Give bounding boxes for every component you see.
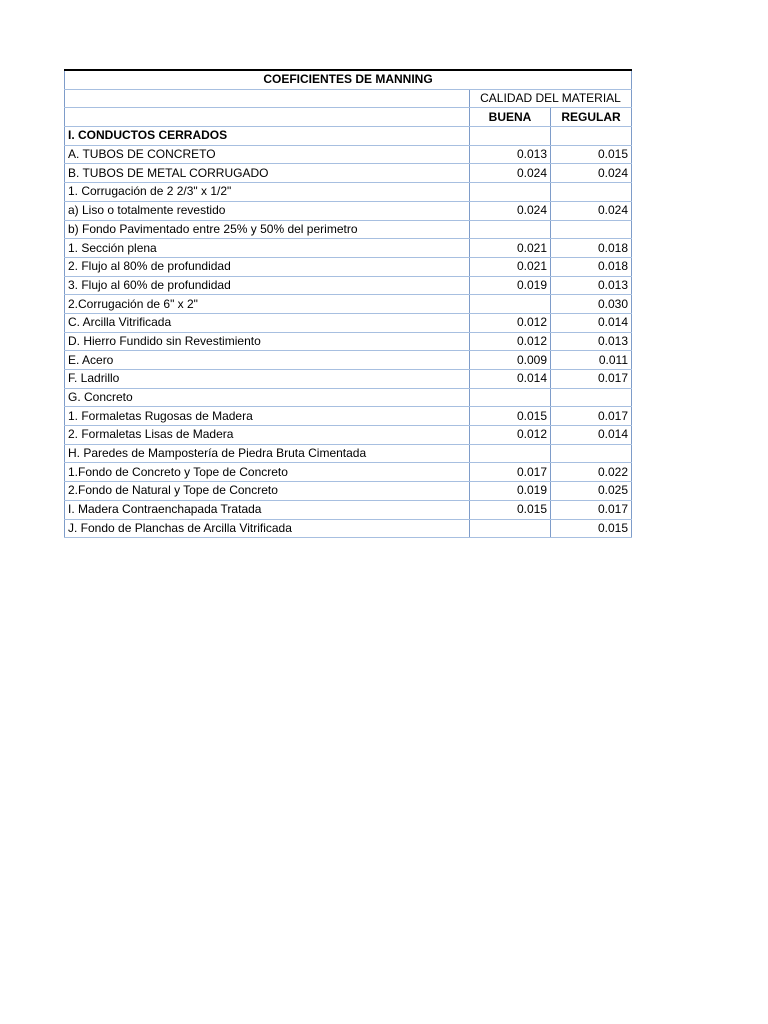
table-row xyxy=(65,239,632,258)
table-row xyxy=(65,220,632,239)
table-row xyxy=(65,183,632,202)
buena-value: 0.021 xyxy=(470,239,551,258)
table-row xyxy=(65,257,632,276)
row-label: b) Fondo Pavimentado entre 25% y 50% del perimetro xyxy=(65,220,470,239)
buena-value xyxy=(470,183,551,202)
row-label: 1.Fondo de Concreto y Tope de Concreto xyxy=(65,463,470,482)
table-row xyxy=(65,313,632,332)
table-row xyxy=(65,426,632,445)
regular-value: 0.024 xyxy=(551,164,632,183)
buena-value: 0.012 xyxy=(470,313,551,332)
buena-header: BUENA xyxy=(470,108,551,127)
manning-table xyxy=(64,69,632,538)
row-label: I. CONDUCTOS CERRADOS xyxy=(65,127,470,146)
buena-value: 0.014 xyxy=(470,370,551,389)
row-label: D. Hierro Fundido sin Revestimiento xyxy=(65,332,470,351)
buena-value: 0.012 xyxy=(470,426,551,445)
title-row xyxy=(65,70,632,89)
regular-value: 0.014 xyxy=(551,313,632,332)
row-label: 2. Formaletas Lisas de Madera xyxy=(65,426,470,445)
row-label: B. TUBOS DE METAL CORRUGADO xyxy=(65,164,470,183)
table-row xyxy=(65,444,632,463)
table-row xyxy=(65,295,632,314)
buena-value: 0.013 xyxy=(470,145,551,164)
buena-value: 0.019 xyxy=(470,482,551,501)
table-row xyxy=(65,276,632,295)
manning-coefficients-sheet xyxy=(64,69,631,538)
table-row xyxy=(65,351,632,370)
regular-value xyxy=(551,183,632,202)
buena-value: 0.009 xyxy=(470,351,551,370)
buena-value: 0.024 xyxy=(470,201,551,220)
buena-value: 0.021 xyxy=(470,257,551,276)
buena-value: 0.017 xyxy=(470,463,551,482)
regular-value xyxy=(551,444,632,463)
row-label: 1. Formaletas Rugosas de Madera xyxy=(65,407,470,426)
buena-value: 0.015 xyxy=(470,500,551,519)
table-row xyxy=(65,407,632,426)
regular-value: 0.017 xyxy=(551,407,632,426)
buena-value xyxy=(470,295,551,314)
row-label: a) Liso o totalmente revestido xyxy=(65,201,470,220)
regular-value: 0.025 xyxy=(551,482,632,501)
table-row xyxy=(65,463,632,482)
buena-value xyxy=(470,220,551,239)
row-label: A. TUBOS DE CONCRETO xyxy=(65,145,470,164)
row-label: F. Ladrillo xyxy=(65,370,470,389)
table-row xyxy=(65,500,632,519)
regular-value: 0.014 xyxy=(551,426,632,445)
regular-value: 0.017 xyxy=(551,370,632,389)
regular-value: 0.017 xyxy=(551,500,632,519)
empty-cell xyxy=(65,89,470,108)
header-row-quality xyxy=(65,89,632,108)
table-title: COEFICIENTES DE MANNING xyxy=(65,70,632,89)
row-label: 1. Corrugación de 2 2/3" x 1/2" xyxy=(65,183,470,202)
table-row xyxy=(65,482,632,501)
regular-value: 0.022 xyxy=(551,463,632,482)
buena-value xyxy=(470,519,551,538)
table-row xyxy=(65,332,632,351)
buena-value xyxy=(470,388,551,407)
regular-value xyxy=(551,388,632,407)
regular-value: 0.013 xyxy=(551,332,632,351)
buena-value: 0.015 xyxy=(470,407,551,426)
regular-value: 0.018 xyxy=(551,257,632,276)
row-label: 2.Corrugación de 6" x 2" xyxy=(65,295,470,314)
regular-value: 0.018 xyxy=(551,239,632,258)
row-label: H. Paredes de Mampostería de Piedra Bruta Cimentada xyxy=(65,444,470,463)
buena-value: 0.024 xyxy=(470,164,551,183)
buena-value xyxy=(470,444,551,463)
table-row xyxy=(65,370,632,389)
regular-value: 0.013 xyxy=(551,276,632,295)
table-row xyxy=(65,201,632,220)
buena-value xyxy=(470,127,551,146)
row-label: C. Arcilla Vitrificada xyxy=(65,313,470,332)
row-label: J. Fondo de Planchas de Arcilla Vitrificada xyxy=(65,519,470,538)
regular-value: 0.030 xyxy=(551,295,632,314)
material-quality-header: CALIDAD DEL MATERIAL xyxy=(470,89,632,108)
buena-value: 0.019 xyxy=(470,276,551,295)
regular-value xyxy=(551,127,632,146)
table-row xyxy=(65,127,632,146)
table-row xyxy=(65,164,632,183)
regular-value: 0.024 xyxy=(551,201,632,220)
row-label: 3. Flujo al 60% de profundidad xyxy=(65,276,470,295)
row-label: 2. Flujo al 80% de profundidad xyxy=(65,257,470,276)
row-label: 2.Fondo de Natural y Tope de Concreto xyxy=(65,482,470,501)
empty-cell xyxy=(65,108,470,127)
table-row xyxy=(65,519,632,538)
row-label: I. Madera Contraenchapada Tratada xyxy=(65,500,470,519)
table-row xyxy=(65,388,632,407)
regular-value: 0.015 xyxy=(551,145,632,164)
header-row-grades xyxy=(65,108,632,127)
regular-header: REGULAR xyxy=(551,108,632,127)
buena-value: 0.012 xyxy=(470,332,551,351)
row-label: G. Concreto xyxy=(65,388,470,407)
regular-value xyxy=(551,220,632,239)
row-label: 1. Sección plena xyxy=(65,239,470,258)
table-row xyxy=(65,145,632,164)
regular-value: 0.015 xyxy=(551,519,632,538)
regular-value: 0.011 xyxy=(551,351,632,370)
row-label: E. Acero xyxy=(65,351,470,370)
